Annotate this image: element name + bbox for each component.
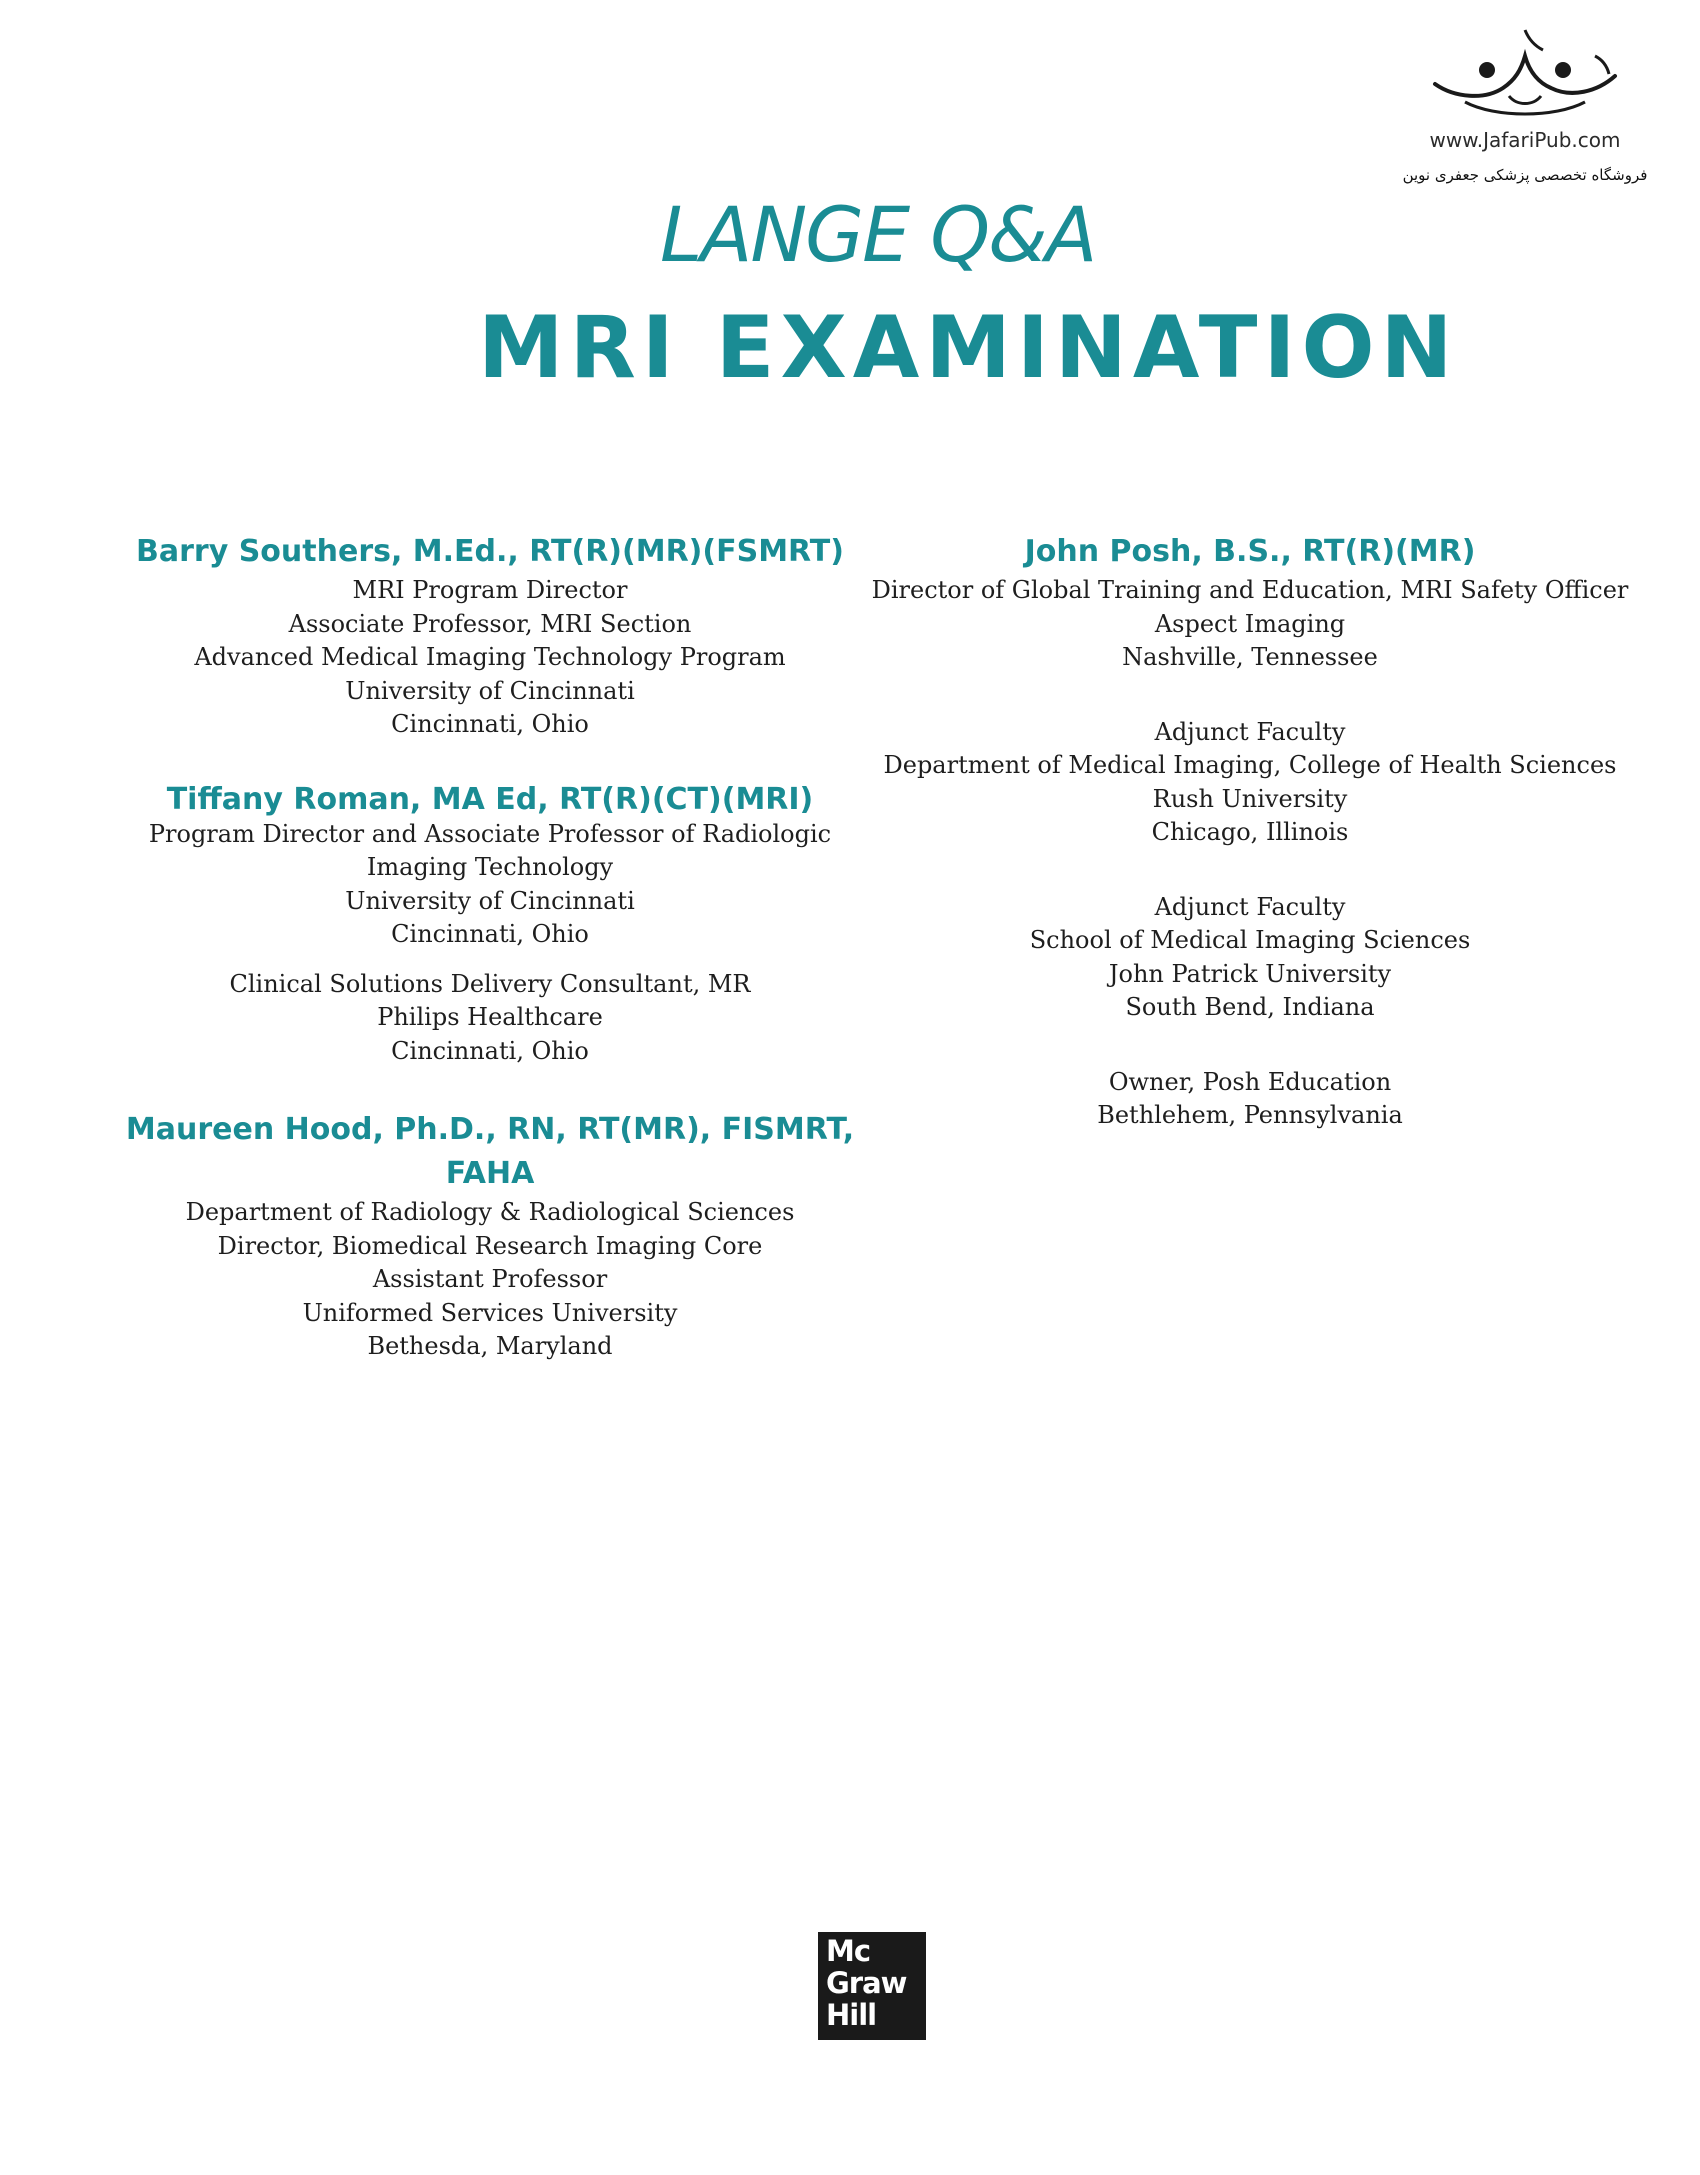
publisher-logo-line: Mc xyxy=(826,1934,871,1968)
affiliation-line: John Patrick University xyxy=(1108,959,1392,988)
affiliation-line: Advanced Medical Imaging Technology Program xyxy=(194,643,786,671)
affiliation-line: Aspect Imaging xyxy=(1154,609,1346,638)
author-block xyxy=(870,530,1630,1133)
affiliation-line: University of Cincinnati xyxy=(345,886,635,915)
affiliation-line: Adjunct Faculty xyxy=(1154,717,1346,746)
affiliation-line: School of Medical Imaging Sciences xyxy=(1029,926,1471,954)
affiliation-line: South Bend, Indiana xyxy=(1125,993,1375,1021)
affiliation-line: Adjunct Faculty xyxy=(1154,892,1346,921)
affiliation-line: Assistant Professor xyxy=(372,1265,608,1293)
affiliation-line: Director, Biomedical Research Imaging Core xyxy=(217,1231,763,1260)
author-name: Tiffany Roman, MA Ed, RT(R)(CT)(MRI) xyxy=(166,781,814,817)
affiliation-line: Chicago, Illinois xyxy=(1151,818,1349,846)
affiliation-line: Department of Medical Imaging, College of Health Sciences xyxy=(883,751,1617,779)
affiliation-line: Imaging Technology xyxy=(366,853,614,881)
publisher-logo-line: Graw xyxy=(826,1966,907,2000)
affiliation-line: Owner, Posh Education xyxy=(1108,1067,1392,1096)
affiliation-line: Cincinnati, Ohio xyxy=(391,1036,589,1065)
author-block xyxy=(90,1108,890,1364)
author-name: Maureen Hood, Ph.D., RN, RT(MR), FISMRT, FAHA xyxy=(125,1112,855,1191)
affiliation-line: University of Cincinnati xyxy=(345,676,635,705)
affiliation-line: Associate Professor, MRI Section xyxy=(288,609,692,638)
affiliation-line: Clinical Solutions Delivery Consultant, MR xyxy=(229,969,751,998)
affiliation-line: MRI Program Director xyxy=(352,576,628,604)
calligraphy-logo-icon xyxy=(1425,26,1625,126)
affiliation-line: Department of Radiology & Radiological Sciences xyxy=(185,1198,795,1226)
author-name: John Posh, B.S., RT(R)(MR) xyxy=(1024,534,1476,569)
authors-left-column xyxy=(90,530,890,1364)
book-title: MRI EXAMINATION xyxy=(478,298,1459,398)
series-title: LANGE Q&A xyxy=(660,190,1096,279)
author-block xyxy=(90,530,890,742)
affiliation-line: Uniformed Services University xyxy=(302,1298,678,1327)
author-block xyxy=(90,782,890,1069)
affiliation-line: Cincinnati, Ohio xyxy=(391,710,589,738)
affiliation-line: Philips Healthcare xyxy=(377,1003,603,1031)
authors-right-column xyxy=(870,530,1630,1133)
watermark-shop-name: فروشگاه تخصصی پزشکی جعفری نوین xyxy=(1402,166,1648,184)
author-name: Barry Southers, M.Ed., RT(R)(MR)(FSMRT) xyxy=(136,534,844,569)
affiliation-line: Rush University xyxy=(1152,784,1348,813)
watermark-url: www.JafariPub.com xyxy=(1429,128,1621,152)
publisher-logo-line: Hill xyxy=(826,1998,877,2032)
publisher-logo xyxy=(818,1932,926,2040)
affiliation-line: Bethlehem, Pennsylvania xyxy=(1097,1101,1403,1129)
affiliation-line: Director of Global Training and Education, MRI Safety Officer xyxy=(871,576,1629,604)
affiliation-line: Bethesda, Maryland xyxy=(367,1332,613,1360)
affiliation-line: Program Director and Associate Professor of Radiologic xyxy=(148,819,832,848)
affiliation-line: Cincinnati, Ohio xyxy=(391,920,589,948)
affiliation-line: Nashville, Tennessee xyxy=(1122,643,1378,671)
publisher-watermark xyxy=(1380,26,1670,196)
